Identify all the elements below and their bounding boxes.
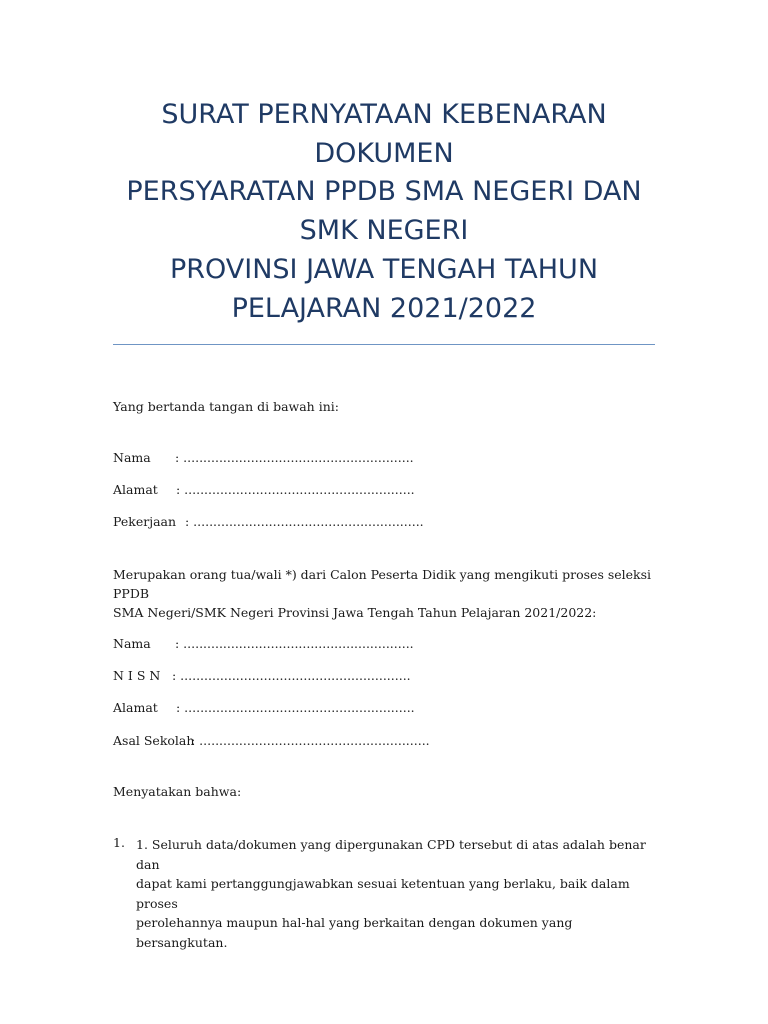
student-alamat-label: Alamat bbox=[113, 700, 158, 715]
declare-text: Menyatakan bahwa: bbox=[113, 784, 242, 799]
title-line-4: SMK NEGERI bbox=[299, 215, 469, 247]
parent-pekerjaan-value: : .......................................................... bbox=[185, 514, 424, 529]
list-item bbox=[136, 835, 656, 952]
statement-paragraph bbox=[113, 565, 658, 622]
student-nama-label: Nama bbox=[113, 636, 151, 651]
student-sekolah-value: : .......................................................... bbox=[191, 733, 430, 748]
title-line-5: PROVINSI JAWA TENGAH TAHUN bbox=[169, 253, 599, 285]
list-item-line-3: perolehannya maupun hal-hal yang berkaitan dengan dokumen yang bersangkutan. bbox=[136, 915, 573, 950]
intro-text: Yang bertanda tangan di bawah ini: bbox=[113, 399, 339, 414]
title-line-2: DOKUMEN bbox=[314, 137, 454, 169]
title-line-6: PELAJARAN 2021/2022 bbox=[231, 292, 537, 324]
title-line-1: SURAT PERNYATAAN KEBENARAN bbox=[161, 99, 607, 130]
student-nama-value: : .......................................................... bbox=[175, 636, 414, 651]
statement-line-1: Merupakan orang tua/wali *) dari Calon Peserta Didik yang mengikuti proses seleksi PPDB bbox=[113, 567, 652, 601]
document-title bbox=[113, 96, 655, 328]
parent-pekerjaan-label: Pekerjaan bbox=[113, 514, 177, 529]
statement-line-2: SMA Negeri/SMK Negeri Provinsi Jawa Tengah Tahun Pelajaran 2021/2022: bbox=[113, 605, 597, 620]
student-nisn-value: : .......................................................... bbox=[172, 668, 411, 683]
list-item-number: 1. bbox=[113, 835, 125, 850]
parent-nama-value: : .......................................................... bbox=[175, 450, 414, 465]
list-item-line-1: 1. Seluruh data/dokumen yang dipergunakan CPD tersebut di atas adalah benar dan bbox=[136, 837, 646, 872]
parent-alamat-value: : .......................................................... bbox=[176, 482, 415, 497]
student-nisn-label: N I S N bbox=[113, 668, 161, 683]
title-divider bbox=[113, 344, 655, 345]
student-sekolah-label: Asal Sekolah bbox=[113, 733, 195, 748]
parent-alamat-label: Alamat bbox=[113, 482, 158, 497]
student-alamat-value: : .......................................................... bbox=[176, 700, 415, 715]
list-item-line-2: dapat kami pertanggungjawabkan sesuai ketentuan yang berlaku, baik dalam proses bbox=[136, 876, 630, 911]
parent-nama-label: Nama bbox=[113, 450, 151, 465]
title-line-3: PERSYARATAN PPDB SMA NEGERI DAN bbox=[126, 176, 642, 208]
